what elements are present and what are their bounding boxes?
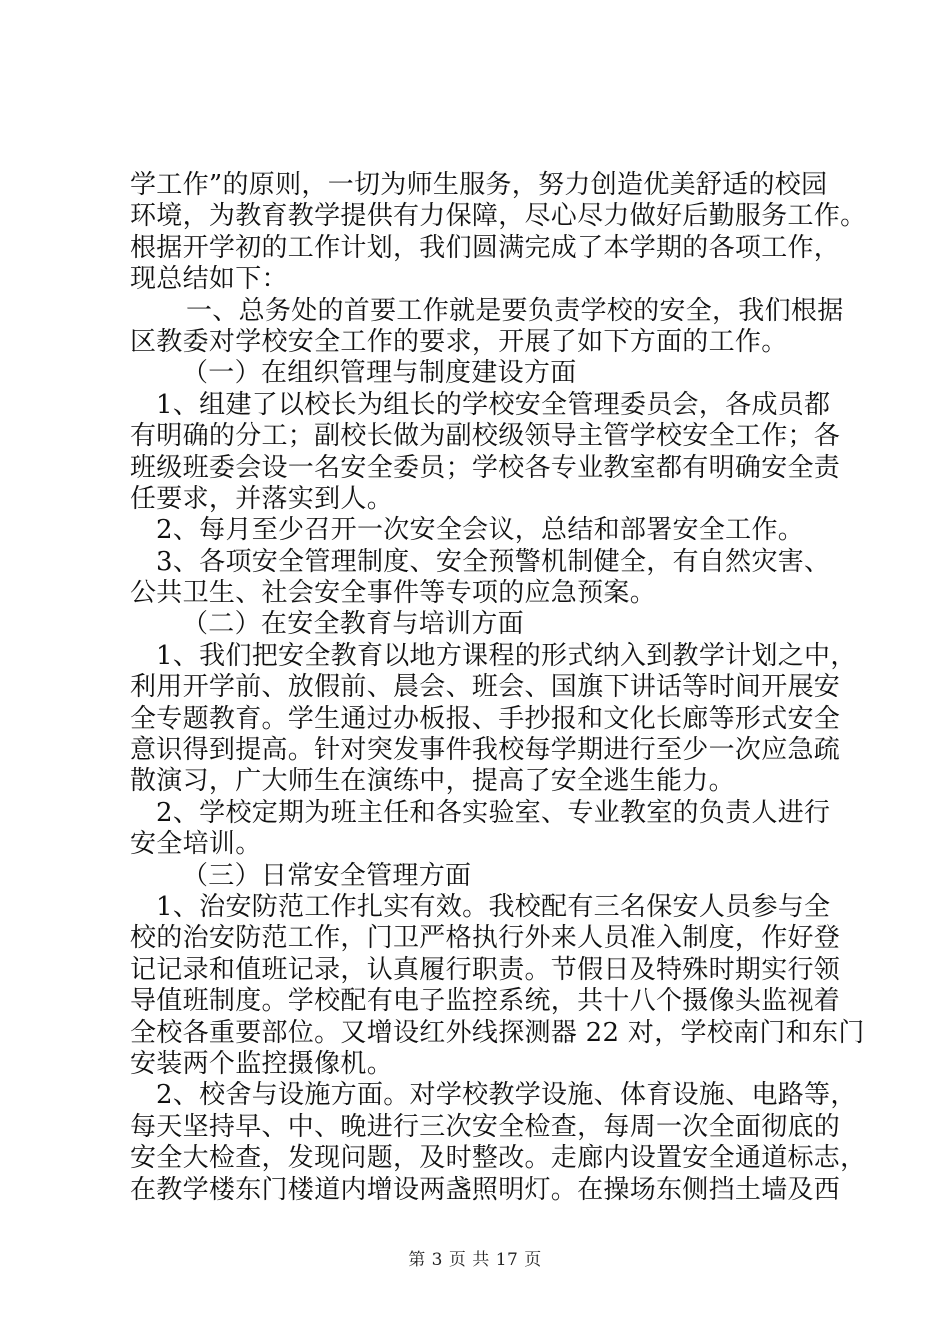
text-line: 在教学楼东门楼道内增设两盏照明灯。在操场东侧挡土墙及西: [130, 1174, 841, 1205]
text-line: 校的治安防范工作，门卫严格执行外来人员准入制度，作好登: [130, 923, 841, 954]
text-line: 公共卫生、社会安全事件等专项的应急预案。: [130, 578, 657, 609]
text-line: 1、治安防范工作扎实有效。我校配有三名保安人员参与全: [156, 891, 831, 922]
text-line: 区教委对学校安全工作的要求，开展了如下方面的工作。: [130, 326, 788, 357]
text-line: 安全大检查，发现问题，及时整改。走廊内设置安全通道标志，: [130, 1143, 867, 1174]
text-line: （一）在组织管理与制度建设方面: [182, 358, 577, 389]
document-body: [130, 170, 867, 1206]
text-line: （二）在安全教育与培训方面: [182, 609, 524, 640]
text-line: 全校各重要部位。又增设红外线探测器 22 对，学校南门和东门: [130, 1017, 865, 1048]
text-line: 1、我们把安全教育以地方课程的形式纳入到教学计划之中，: [156, 640, 857, 671]
text-line: 有明确的分工；副校长做为副校级领导主管学校安全工作；各: [130, 421, 841, 452]
text-line: 安全培训。: [130, 829, 262, 860]
text-line: 2、校舍与设施方面。对学校教学设施、体育设施、电路等，: [156, 1080, 857, 1111]
text-line: 任要求，并落实到人。: [130, 483, 394, 514]
text-line: 导值班制度。学校配有电子监控系统，共十八个摄像头监视着: [130, 986, 841, 1017]
text-line: （三）日常安全管理方面: [182, 860, 472, 891]
text-line: 2、每月至少召开一次安全会议，总结和部署安全工作。: [156, 515, 805, 546]
text-line: 全专题教育。学生通过办板报、手抄报和文化长廊等形式安全: [130, 703, 841, 734]
text-line: 每天坚持早、中、晚进行三次安全检查，每周一次全面彻底的: [130, 1111, 841, 1142]
text-line: 安装两个监控摄像机。: [130, 1048, 394, 1079]
text-line: 记记录和值班记录，认真履行职责。节假日及特殊时期实行领: [130, 954, 841, 985]
text-line: 3、各项安全管理制度、安全预警机制健全，有自然灾害、: [156, 546, 831, 577]
text-line: 学工作”的原则，一切为师生服务，努力创造优美舒适的校园: [130, 170, 828, 200]
text-line: 1、组建了以校长为组长的学校安全管理委员会，各成员都: [156, 389, 831, 420]
text-line: 意识得到提高。针对突发事件我校每学期进行至少一次应急疏: [130, 735, 841, 766]
text-line: 根据开学初的工作计划，我们圆满完成了本学期的各项工作，: [130, 232, 841, 263]
text-line: 散演习，广大师生在演练中，提高了安全逃生能力。: [130, 766, 735, 797]
text-line: 班级班委会设一名安全委员；学校各专业教室都有明确安全责: [130, 452, 841, 483]
text-line: 环境，为教育教学提供有力保障，尽心尽力做好后勤服务工作。: [130, 201, 867, 232]
text-line: 一、总务处的首要工作就是要负责学校的安全，我们根据: [186, 295, 844, 326]
text-line: 2、学校定期为班主任和各实验室、专业教室的负责人进行: [156, 797, 831, 828]
text-line: 利用开学前、放假前、晨会、班会、国旗下讲话等时间开展安: [130, 672, 841, 703]
text-line: 现总结如下：: [130, 264, 288, 295]
page-number-footer: 第 3 页 共 17 页: [408, 1250, 542, 1270]
